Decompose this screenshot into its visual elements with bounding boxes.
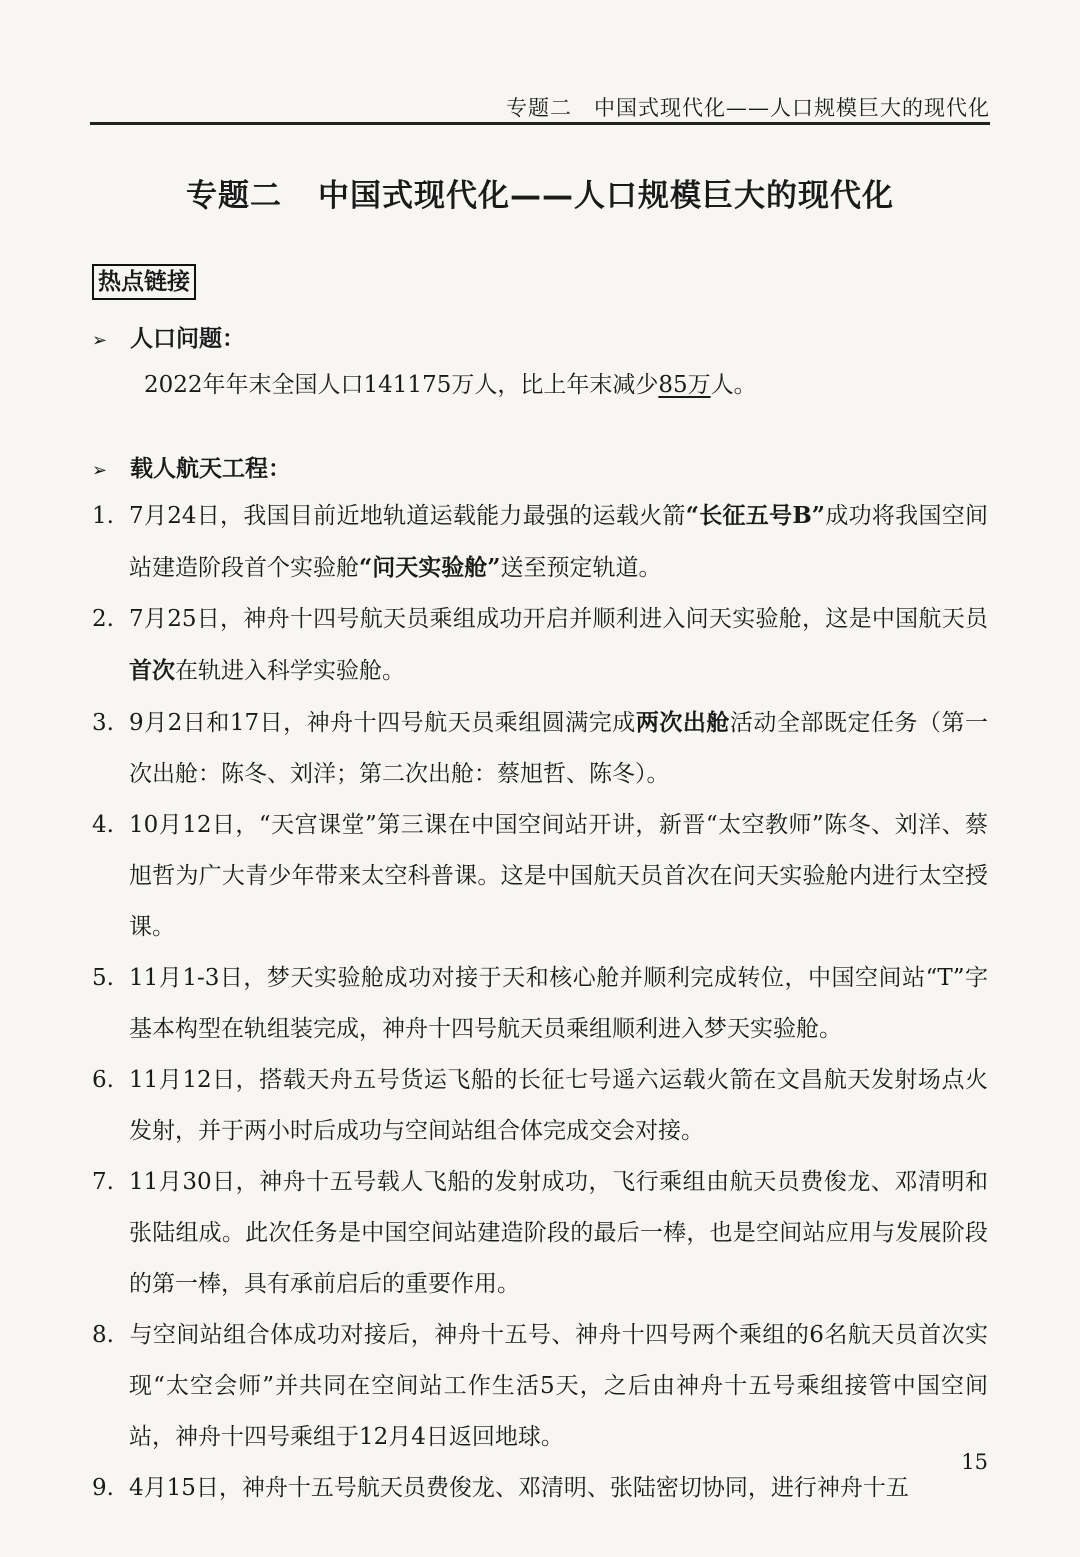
list-item (92, 1463, 988, 1514)
item-number: 2. (92, 606, 114, 632)
list-item (92, 800, 988, 953)
section-space (92, 450, 291, 483)
section-heading: 人口问题： (130, 326, 245, 352)
arrow-bullet-icon: ➢ (92, 460, 108, 481)
item-text: 11月12日，搭载天舟五号货运飞船的长征七号遥六运载火箭在文昌航天发射场点火发射，并于两小时后成功与空间站组合体完成交会对接。 (129, 1067, 988, 1144)
item-text: 9月2日和17日，神舟十四号航天员乘组圆满完成 (129, 710, 636, 736)
page-number: 15 (961, 1450, 988, 1474)
list-item (92, 1310, 988, 1463)
hotlink-label-box: 热点链接 (92, 264, 196, 300)
list-item (92, 1157, 988, 1310)
population-decrease: 85万 (658, 372, 711, 398)
item-text: 10月12日，“天宫课堂”第三课在中国空间站开讲，新晋“太空教师”陈冬、刘洋、蔡旭哲为广大青少年带来太空科普课。这是中国航天员首次在问天实验舱内进行太空授课。 (129, 812, 988, 940)
title-topic: 专题二 (186, 178, 282, 214)
section-population (92, 320, 245, 353)
item-text: 成功将我国空间站建造阶段首个实验舱 (129, 503, 989, 581)
item-emphasis: 两次出舱 (635, 709, 730, 736)
item-number: 8. (92, 1322, 114, 1348)
item-emphasis: 首次 (129, 657, 175, 684)
item-number: 7. (92, 1169, 114, 1195)
list-item (92, 697, 988, 800)
item-number: 1. (92, 503, 114, 529)
item-number: 9. (92, 1475, 114, 1501)
list-item (92, 953, 988, 1055)
item-number: 4. (92, 812, 114, 838)
section-heading: 载人航天工程： (130, 456, 291, 482)
population-text-end: 人。 (710, 372, 757, 398)
item-text: 7月25日，神舟十四号航天员乘组成功开启并顺利进入问天实验舱，这是中国航天员 (129, 606, 988, 632)
list-item (92, 490, 988, 594)
item-text: 活动全部既定任务（第一次出舱：陈冬、刘洋；第二次出舱：蔡旭哲、陈冬）。 (129, 710, 989, 787)
item-number: 3. (92, 710, 114, 736)
item-text: 7月24日，我国目前近地轨道运载能力最强的运载火箭 (129, 503, 686, 529)
item-text: 4月15日，神舟十五号航天员费俊龙、邓清明、张陆密切协同，进行神舟十五 (129, 1475, 909, 1501)
item-number: 6. (92, 1067, 114, 1093)
space-event-list (92, 490, 988, 1514)
item-text: 在轨进入科学实验舱。 (175, 658, 405, 684)
page-title (0, 170, 1080, 215)
item-number: 5. (92, 965, 114, 991)
item-text: 送至预定轨道。 (500, 555, 662, 581)
running-header: 专题二 中国式现代化——人口规模巨大的现代化 (506, 96, 990, 120)
item-text: 11月30日，神舟十五号载人飞船的发射成功，飞行乘组由航天员费俊龙、邓清明和张陆组成。此次任务是中国空间站建造阶段的最后一棒，也是空间站应用与发展阶段的第一棒，具有承前启后的重要作用。 (129, 1169, 988, 1297)
list-item (92, 594, 988, 697)
header-rule (90, 122, 990, 125)
item-text: 11月1-3日，梦天实验舱成功对接于天和核心舱并顺利完成转位，中国空间站“T”字基本构型在轨组装完成，神舟十四号航天员乘组顺利进入梦天实验舱。 (129, 965, 988, 1042)
population-text: 2022年年末全国人口141175万人，比上年末减少 (144, 372, 659, 398)
arrow-bullet-icon: ➢ (92, 330, 108, 351)
item-emphasis: “长征五号B” (685, 502, 826, 529)
list-item (92, 1055, 988, 1157)
item-emphasis: “问天实验舱” (359, 554, 501, 581)
item-text: 与空间站组合体成功对接后，神舟十五号、神舟十四号两个乘组的6名航天员首次实现“太空会师”并共同在空间站工作生活5天，之后由神舟十五号乘组接管中国空间站，神舟十四号乘组于12月4日返回地球。 (129, 1322, 988, 1450)
population-paragraph (144, 366, 757, 399)
title-subject: 中国式现代化——人口规模巨大的现代化 (318, 178, 894, 214)
